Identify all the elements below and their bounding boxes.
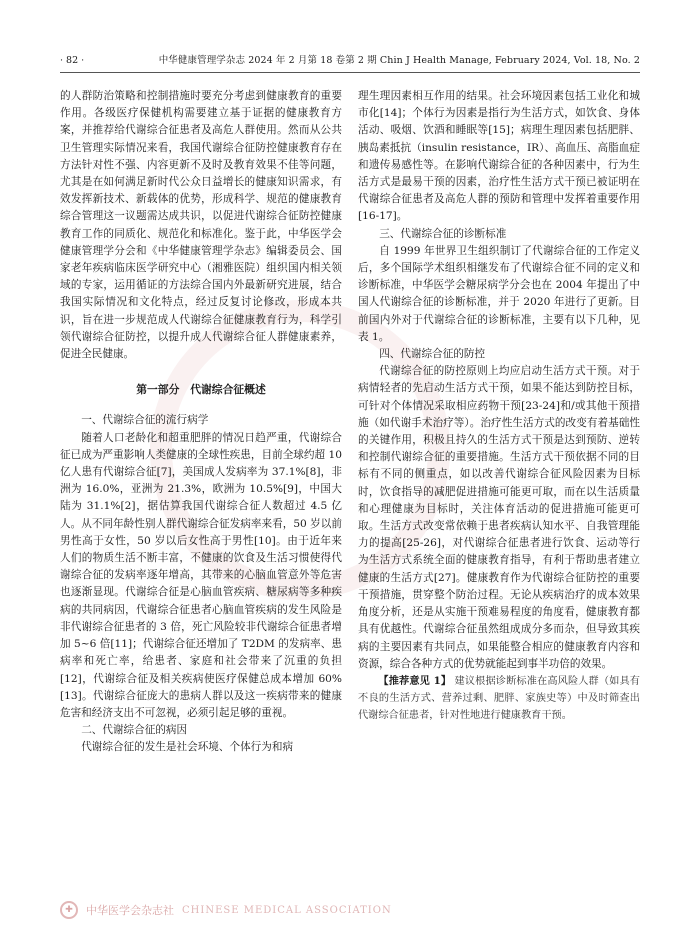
section-heading-etiology: 二、代谢综合征的病因 xyxy=(81,724,188,737)
association-logo-icon: ✚ xyxy=(60,901,78,919)
footer-brand xyxy=(60,898,392,922)
section-heading-prevention: 四、代谢综合征的防控 xyxy=(379,348,486,361)
brand-chinese: 中华医学会杂志社 xyxy=(86,904,174,917)
diagnosis-paragraph: 自 1999 年世界卫生组织制订了代谢综合征的工作定义后，多个国际学术组织相继发布了代谢综合征不同的定义和诊断标准，中华医学会糖尿病学分会也在 2004 年提出了中国人代谢综合征的诊断标准，并于 2020 年进行了更新。目前国内外对于代谢综合征的诊断标准，主要有以下几种，见表 1。 xyxy=(358,244,640,343)
left-column xyxy=(60,88,342,757)
etiology-paragraph-start: 代谢综合征的发生是社会环境、个体行为和病 xyxy=(81,741,294,754)
brand-english: CHINESE MEDICAL ASSOCIATION xyxy=(182,904,392,916)
etiology-paragraph-continued: 理生理因素相互作用的结果。社会环境因素包括工业化和城市化[14]；个体行为因素是指行为生活方式，如饮食、身体活动、吸烟、饮酒和睡眠等[15]；病理生理因素包括肥胖、胰岛素抵抗（insulin resistance，IR）、高血压、高脂血症和遗传易感性等。在影响代谢综合征的各种因素中，行为生活方式是最易干预的因素，治疗性生活方式干预已被证明在代谢综合征患者及高危人群的预防和管理中发挥着重要作用[16-17]。 xyxy=(358,90,640,223)
right-column xyxy=(358,88,640,725)
running-header xyxy=(60,52,640,73)
intro-paragraph: 的人群防治策略和控制措施时要充分考虑到健康教育的重要作用。各级医疗保健机构需要建立基于证据的健康教育方案，并推荐给代谢综合征患者及高危人群使用。然而从公共卫生管理实际情况来看，我国代谢综合征防控健康教育存在方法针对性不强、内容更新不及时及教育效果不佳等问题，尤其是在如何满足新时代公众日益增长的健康知识需求，有效发挥新技术、新载体的优势，形成科学、规范的健康教育综合管理这一议题需达成共识，以促进代谢综合征防控健康教育工作的同质化、规范化和标准化。鉴于此，中华医学会健康管理学分会和《中华健康管理学杂志》编辑委员会、国家老年疾病临床医学研究中心（湘雅医院）组织国内相关领域的专家，运用循证的方法综合国内外最新研究进展，结合我国实际情况和文化特点，经过反复讨论修改，形成本共识，旨在进一步规范成人代谢综合征健康教育行为，科学引领代谢综合征防控，以提升成人代谢综合征人群健康素养，促进全民健康。 xyxy=(60,90,342,361)
recommendation-text: 建议根据诊断标准在高风险人群（如具有不良的生活方式、营养过剩、肥胖、家族史等）中及时筛查出代谢综合征患者，针对性地进行健康教育干预。 xyxy=(358,675,640,722)
prevention-paragraph: 代谢综合征的防控原则上均应启动生活方式干预。对于病情轻者的先启动生活方式干预，如果不能达到防控目标，可针对个体情况采取相应药物干预[23-24]和/或其他干预措施（如代谢手术治疗等）。治疗性生活方式的改变有着基础性的关键作用，积极且持久的生活方式干预是达到预防、逆转和控制代谢综合征的重要措施。生活方式干预依据不同的目标有不同的侧重点，如以改善代谢综合征风险因素为目标时，饮食指导的减肥促进措施可能更可取，而在以生活质量和心理健康为目标时，关注体育活动的促进措施可能更可取。生活方式改变常依赖于患者疾病认知水平、自我管理能力的提高[25-26]，对代谢综合征患者进行饮食、运动等行为生活方式系统全面的健康教育指导，有利于帮助患者建立健康的生活方式[27]。健康教育作为代谢综合征防控的重要干预措施，贯穿整个防治过程。无论从疾病治疗的成本效果角度分析，还是从实施干预难易程度的角度看，健康教育都具有优越性。代谢综合征虽然组成成分多而杂，但导致其疾病的主要因素有共同点，如果能整合相应的健康教育内容和资源，综合各种方式的优势就能起到事半功倍的效果。 xyxy=(358,365,640,670)
section-heading-epidemiology: 一、代谢综合征的流行病学 xyxy=(81,414,209,427)
page-number: · 82 · xyxy=(60,55,85,66)
recommendation-label: 【推荐意见 1】 xyxy=(378,674,452,687)
section-heading-diagnosis: 三、代谢综合征的诊断标准 xyxy=(379,227,507,240)
recommendation-1 xyxy=(358,673,640,725)
epidemiology-paragraph: 随着人口老龄化和超重肥胖的情况日趋严重，代谢综合征已成为严重影响人类健康的全球性疾患，目前全球约超 10 亿人患有代谢综合征[7]，美国成人发病率为 37.1%[8]，非洲为 16.0%，亚洲为 21.3%，欧洲为 10.5%[9]，中国大陆为 31.1%[2]，据估算我国代谢综合征人数超过 4.5 亿人。从不同年龄性别人群代谢综合征发病率来看，50 岁以前男性高于女性，50 岁以后女性高于男性[10]。由于近年来人们的物质生活不断丰富，不健康的饮食及生活习惯使得代谢综合征的发病率逐年增高，其带来的心脑血管意外等危害也逐渐显现。代谢综合征是心脑血管疾病、糖尿病等多种疾病的共同病因，代谢综合征患者心脑血管疾病的发生风险是非代谢综合征患者的 3 倍，死亡风险较非代谢综合征患者增加 5~6 倍[11]；代谢综合征还增加了 T2DM 的发病率、患病率和死亡率，给患者、家庭和社会带来了沉重的负担[12]，代谢综合征及相关疾病使医疗保健总成本增加 60%[13]。代谢综合征庞大的患病人群以及这一疾病带来的健康危害和经济支出不可忽视，必须引起足够的重视。 xyxy=(60,431,342,719)
journal-citation: 中华健康管理学杂志 2024 年 2 月第 18 卷第 2 期 Chin J Health Manage, February 2024, Vol. 18, No. 2 xyxy=(158,55,640,66)
part-title: 第一部分 代谢综合征概述 xyxy=(136,383,266,397)
